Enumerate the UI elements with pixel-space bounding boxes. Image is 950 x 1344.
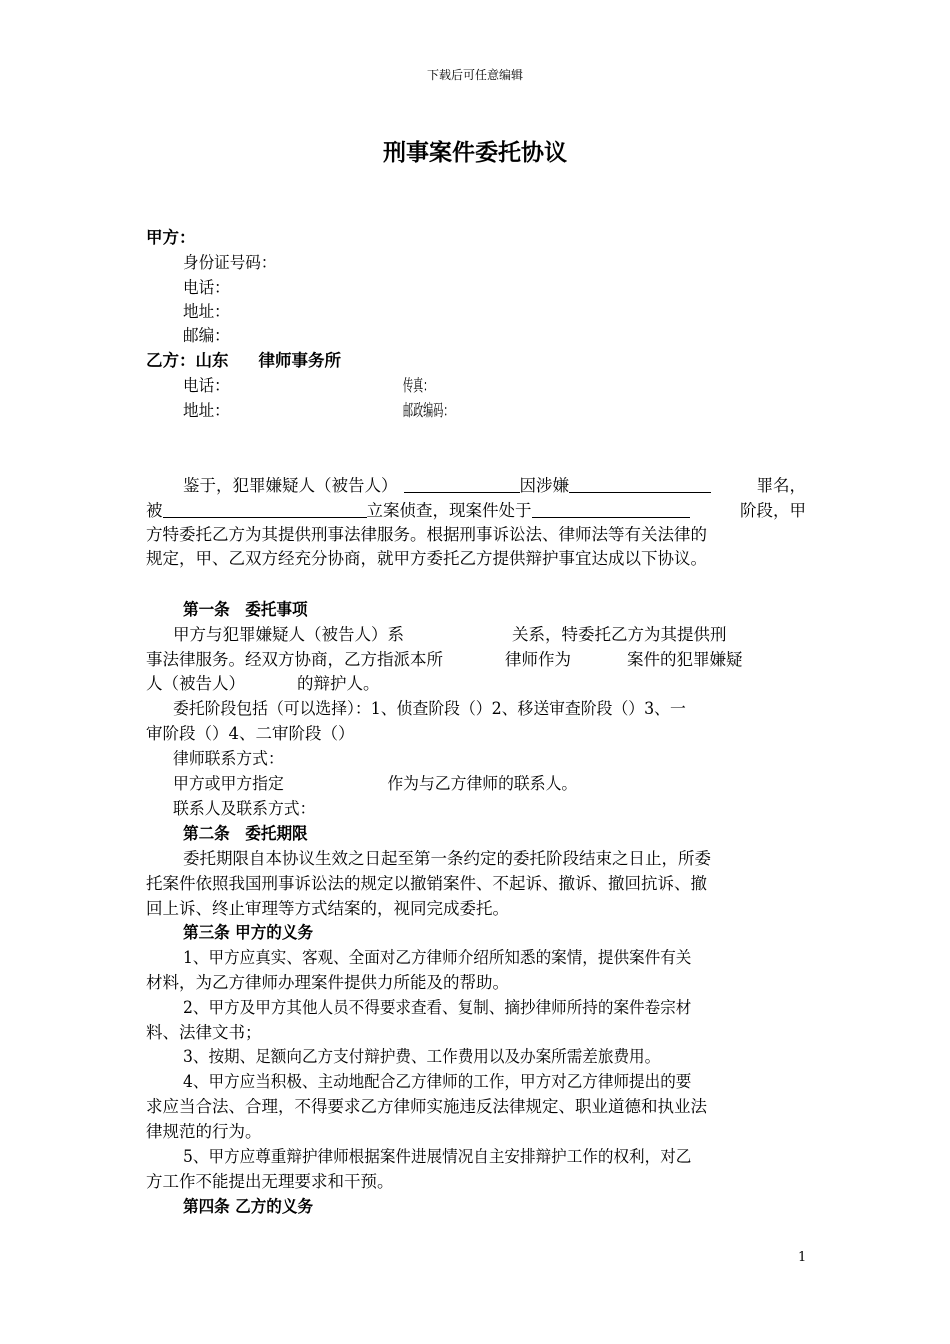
preamble-line-4: 规定，甲、乙双方经充分协商，就甲方委托乙方提供辩护事宜达成以下协议。 [146, 549, 707, 568]
article-3-item-4b: 求应当合法、合理，不得要求乙方律师实施违反法律规定、职业道德和执业法 [146, 1097, 707, 1116]
article-1-text-2a: 事法律服务。经双方协商，乙方指派本所 [146, 650, 443, 669]
article-1-text-1a: 甲方与犯罪嫌疑人（被告人）系 [173, 625, 404, 644]
article-1-text-3b: 的辩护人。 [297, 674, 380, 693]
blank-suspect-name [404, 474, 520, 493]
article-1-text-2b: 律师作为 [505, 650, 571, 669]
party-a-address-label: 地址： [183, 302, 230, 321]
party-a-postcode-label: 邮编： [183, 326, 230, 345]
preamble-line-3 [146, 523, 806, 547]
party-b-fax-label: 传真： [403, 376, 434, 395]
article-1-heading: 第一条 委托事项 [183, 600, 308, 619]
party-a-id-label: 身份证号码： [183, 253, 277, 272]
article-1-line-4: 委托阶段包括（可以选择）：1、侦查阶段（）2、移送审查阶段（）3、一 [173, 699, 686, 718]
article-2-line-1: 委托期限自本协议生效之日起至第一条约定的委托阶段结束之日止，所委 [183, 849, 711, 868]
page-number: 1 [798, 1250, 807, 1265]
preamble-text-by: 被 [146, 501, 163, 520]
article-4-heading: 第四条 乙方的义务 [183, 1197, 314, 1216]
article-1-line-5: 审阶段（）4、二审阶段（） [146, 724, 355, 743]
preamble-text-filed: 立案侦查，现案件处于 [366, 501, 532, 520]
party-a-phone-label: 电话： [183, 278, 230, 297]
party-b-label: 乙方：山东 [146, 351, 229, 370]
blank-charge [569, 474, 711, 493]
article-3-item-5b: 方工作不能提出无理要求和干预。 [146, 1172, 394, 1191]
preamble-text-stage: 阶段，甲 [740, 501, 806, 520]
blank-stage [532, 499, 690, 518]
article-3-item-4a: 4、甲方应当积极、主动地配合乙方律师的工作，甲方对乙方律师提出的要 [183, 1072, 692, 1091]
article-1-line-8: 联系人及联系方式： [173, 799, 316, 818]
preamble-text-3: 方特委托乙方为其提供刑事法律服务。根据刑事诉讼法、律师法等有关法律的 [146, 525, 707, 544]
article-1-text-7a: 甲方或甲方指定 [173, 774, 284, 793]
document-title: 刑事案件委托协议 [383, 140, 567, 166]
article-2-heading: 第二条 委托期限 [183, 824, 308, 843]
article-3-item-1a: 1、甲方应真实、客观、全面对乙方律师介绍所知悉的案情，提供案件有关 [183, 948, 692, 967]
party-a-label: 甲方： [146, 228, 196, 247]
article-1-line-6: 律师联系方式： [173, 749, 284, 768]
article-3-heading: 第三条 甲方的义务 [183, 923, 314, 942]
article-3-item-1b: 材料，为乙方律师办理案件提供力所能及的帮助。 [146, 973, 509, 992]
party-b-phone-label: 电话： [183, 376, 230, 395]
article-2-line-3: 回上诉、终止审理等方式结案的，视同完成委托。 [146, 899, 509, 918]
article-1-text-3a: 人（被告人） [146, 674, 245, 693]
preamble-line-1 [146, 474, 806, 498]
article-1-line-3 [146, 672, 806, 696]
preamble-text-suspect: 鉴于，犯罪嫌疑人（被告人） [183, 476, 398, 495]
article-1-line-7 [173, 772, 806, 796]
party-b-line [146, 349, 806, 373]
article-1-text-7b: 作为与乙方律师的联系人。 [387, 774, 578, 793]
party-b-postcode-label: 邮政编码： [403, 401, 454, 420]
article-1-text-2c: 案件的犯罪嫌疑 [627, 650, 743, 669]
article-2-line-2: 托案件依照我国刑事诉讼法的规定以撤销案件、不起诉、撤诉、撤回抗诉、撤 [146, 874, 707, 893]
article-1-line-1 [146, 623, 806, 647]
preamble-line-2 [146, 499, 806, 523]
party-b-address-label: 地址： [183, 401, 230, 420]
preamble-text-suspected: 因涉嫌 [519, 476, 569, 495]
article-3-item-2b: 料、法律文书； [146, 1023, 262, 1042]
article-3-item-3: 3、按期、足额向乙方支付辩护费、工作费用以及办案所需差旅费用。 [183, 1047, 661, 1066]
article-1-text-1b: 关系，特委托乙方为其提供刑 [512, 625, 727, 644]
article-3-item-2a: 2、甲方及甲方其他人员不得要求查看、复制、摘抄律师所持的案件卷宗材 [183, 998, 692, 1017]
blank-authority [163, 499, 367, 518]
article-3-item-4c: 律规范的行为。 [146, 1122, 262, 1141]
article-1-line-2 [146, 648, 806, 672]
article-3-item-5a: 5、甲方应尊重辩护律师根据案件进展情况自主安排辩护工作的权利，对乙 [183, 1147, 692, 1166]
party-b-firm: 律师事务所 [258, 351, 341, 370]
preamble-text-charge: 罪名， [756, 476, 806, 495]
page-header: 下载后可任意编辑 [426, 68, 523, 82]
